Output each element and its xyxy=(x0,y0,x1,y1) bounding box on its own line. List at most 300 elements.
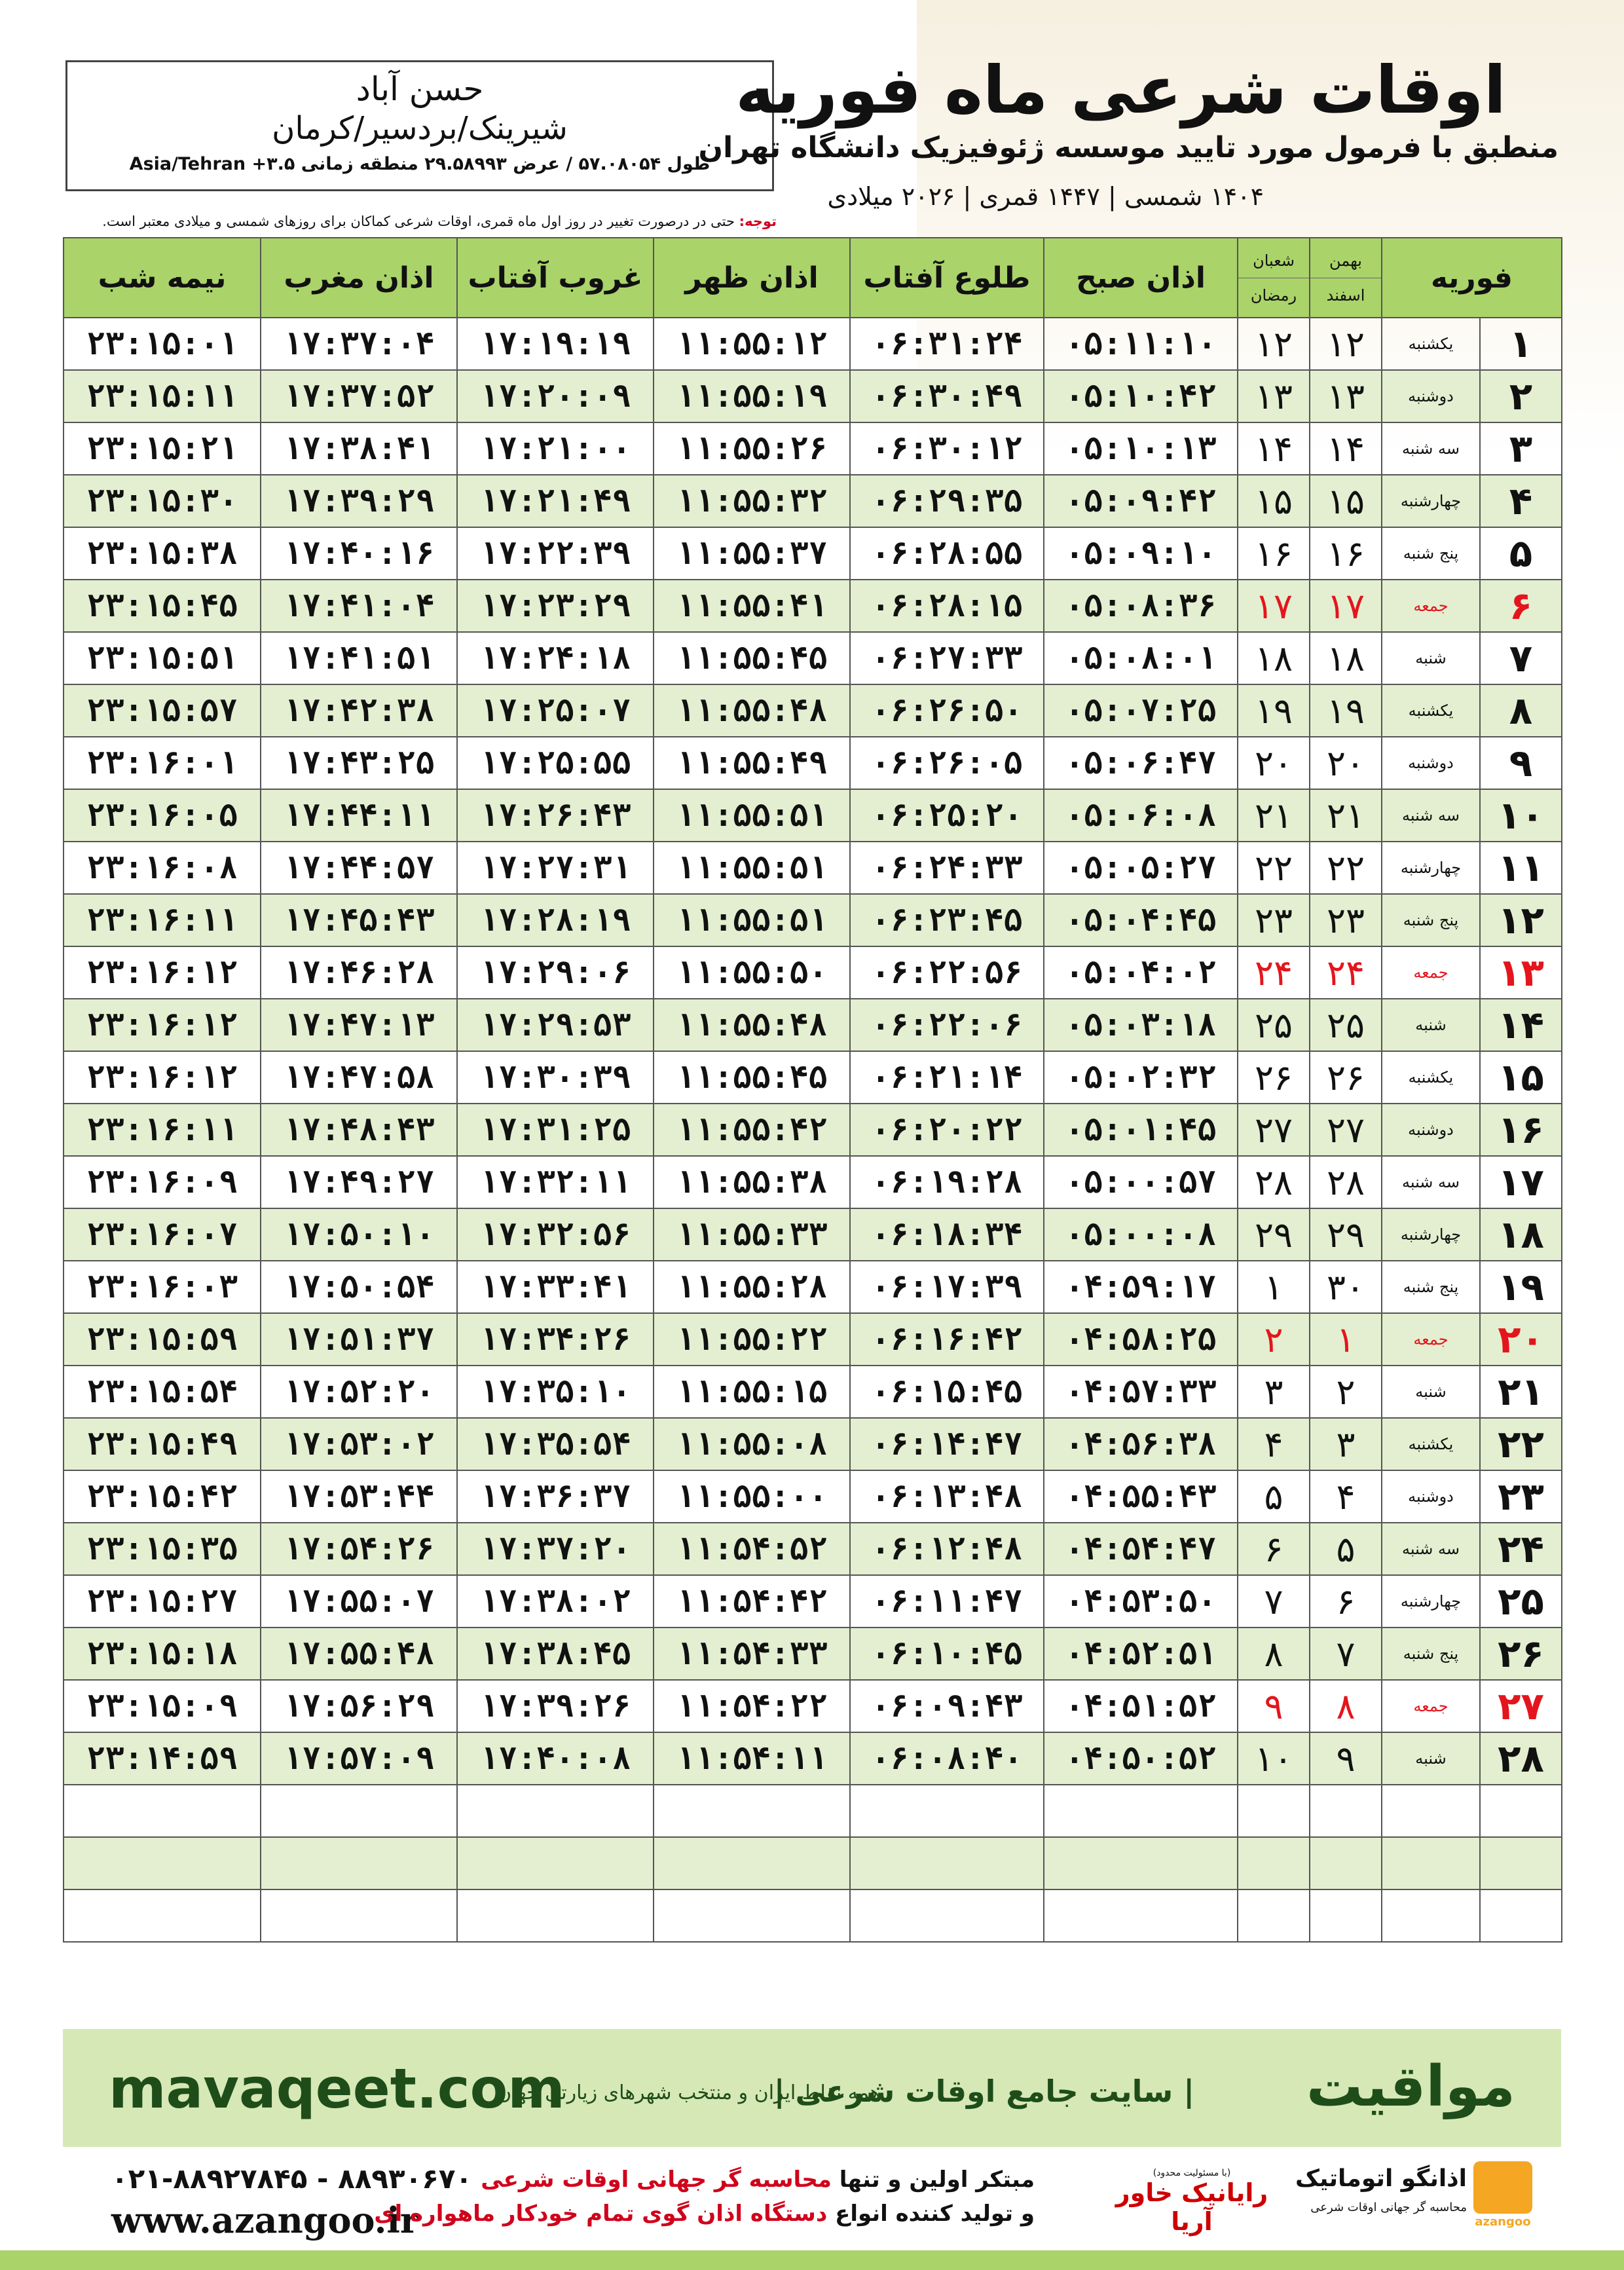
maghrib-time: ۱۷:۳۹:۲۹ xyxy=(261,475,457,527)
empty-cell xyxy=(1044,1785,1238,1837)
fajr-time: ۰۵:۰۸:۳۶ xyxy=(1044,580,1238,632)
phone-numbers: ۰۲۱-۸۸۹۲۷۸۴۵ - ۸۸۹۳۰۶۷۰ xyxy=(111,2163,473,2195)
shamsi-day: ۱۶ xyxy=(1310,527,1382,580)
hijri-day: ۱۸ xyxy=(1238,632,1310,684)
sunrise-time: ۰۶:۲۸:۱۵ xyxy=(850,580,1044,632)
empty-cell xyxy=(1480,1785,1562,1837)
sunset-time: ۱۷:۳۸:۰۲ xyxy=(457,1575,654,1628)
hijri-day: ۸ xyxy=(1238,1628,1310,1680)
note xyxy=(63,214,777,229)
promo-line2-b: دستگاه اذان گوی تمام خودکار ماهواره ای xyxy=(374,2201,828,2227)
dhuhr-time: ۱۱:۵۵:۱۲ xyxy=(654,318,850,370)
weekday: شنبه xyxy=(1382,1366,1480,1418)
shamsi-day: ۶ xyxy=(1310,1575,1382,1628)
sunrise-time: ۰۶:۱۲:۴۸ xyxy=(850,1523,1044,1575)
weekday: شنبه xyxy=(1382,632,1480,684)
weekday: یکشنبه xyxy=(1382,1051,1480,1104)
header-hijri xyxy=(1238,238,1310,318)
sunrise-time: ۰۶:۲۵:۲۰ xyxy=(850,789,1044,842)
maghrib-time: ۱۷:۴۳:۲۵ xyxy=(261,737,457,789)
fajr-time: ۰۴:۵۴:۴۷ xyxy=(1044,1523,1238,1575)
table-row xyxy=(64,1156,1562,1208)
dhuhr-time: ۱۱:۵۵:۳۸ xyxy=(654,1156,850,1208)
empty-cell xyxy=(261,1785,457,1837)
day-number: ۲ xyxy=(1480,370,1562,422)
shamsi-day: ۲۱ xyxy=(1310,789,1382,842)
rayanik-logo xyxy=(1113,2168,1270,2236)
fajr-time: ۰۵:۰۴:۰۲ xyxy=(1044,946,1238,999)
hijri-day: ۲۵ xyxy=(1238,999,1310,1051)
sunset-time: ۱۷:۳۶:۳۷ xyxy=(457,1470,654,1523)
empty-cell xyxy=(654,1837,850,1889)
midnight-time: ۲۳:۱۵:۰۹ xyxy=(64,1680,261,1732)
day-number: ۲۴ xyxy=(1480,1523,1562,1575)
dhuhr-time: ۱۱:۵۵:۴۸ xyxy=(654,684,850,737)
maghrib-time: ۱۷:۴۴:۱۱ xyxy=(261,789,457,842)
weekday: چهارشنبه xyxy=(1382,1575,1480,1628)
sunrise-time: ۰۶:۱۴:۴۷ xyxy=(850,1418,1044,1470)
table-row xyxy=(64,1261,1562,1313)
shamsi-day: ۲۹ xyxy=(1310,1208,1382,1261)
midnight-time: ۲۳:۱۶:۰۸ xyxy=(64,842,261,894)
fajr-time: ۰۵:۰۴:۴۵ xyxy=(1044,894,1238,946)
table-row xyxy=(64,632,1562,684)
city-name: حسن آباد xyxy=(356,70,484,108)
maghrib-time: ۱۷:۵۳:۴۴ xyxy=(261,1470,457,1523)
day-number: ۷ xyxy=(1480,632,1562,684)
maghrib-time: ۱۷:۵۶:۲۹ xyxy=(261,1680,457,1732)
dhuhr-time: ۱۱:۵۵:۴۹ xyxy=(654,737,850,789)
day-number: ۲۲ xyxy=(1480,1418,1562,1470)
maghrib-time: ۱۷:۵۰:۱۰ xyxy=(261,1208,457,1261)
maghrib-time: ۱۷:۴۷:۱۳ xyxy=(261,999,457,1051)
hijri-day: ۱۶ xyxy=(1238,527,1310,580)
weekday: جمعه xyxy=(1382,946,1480,999)
day-number: ۲۰ xyxy=(1480,1313,1562,1366)
dhuhr-time: ۱۱:۵۵:۲۸ xyxy=(654,1261,850,1313)
empty-cell xyxy=(1382,1889,1480,1942)
hijri-day: ۲۶ xyxy=(1238,1051,1310,1104)
fajr-time: ۰۴:۵۶:۳۸ xyxy=(1044,1418,1238,1470)
hijri-day: ۲۱ xyxy=(1238,789,1310,842)
maghrib-time: ۱۷:۳۷:۵۲ xyxy=(261,370,457,422)
sunset-time: ۱۷:۲۸:۱۹ xyxy=(457,894,654,946)
sunrise-time: ۰۶:۱۰:۴۵ xyxy=(850,1628,1044,1680)
shamsi-day: ۹ xyxy=(1310,1732,1382,1785)
header-shamsi-1: بهمن xyxy=(1310,244,1381,278)
azangoo-website[interactable]: www.azangoo.ir xyxy=(111,2199,419,2241)
maghrib-time: ۱۷:۴۵:۴۳ xyxy=(261,894,457,946)
table-row xyxy=(64,946,1562,999)
maghrib-time: ۱۷:۴۲:۳۸ xyxy=(261,684,457,737)
day-number: ۶ xyxy=(1480,580,1562,632)
day-number: ۱۷ xyxy=(1480,1156,1562,1208)
midnight-time: ۲۳:۱۵:۴۹ xyxy=(64,1418,261,1470)
empty-row xyxy=(64,1785,1562,1837)
azangoo-mark-text: azangoo xyxy=(1475,2215,1531,2229)
midnight-time: ۲۳:۱۶:۱۱ xyxy=(64,1104,261,1156)
coordinates: طول ۵۷.۰۸۰۵۴ / عرض ۲۹.۵۸۹۹۳ منطقه زمانی ۳.۵+ Asia/Tehran xyxy=(129,154,710,174)
dhuhr-time: ۱۱:۵۵:۴۸ xyxy=(654,999,850,1051)
maghrib-time: ۱۷:۵۵:۴۸ xyxy=(261,1628,457,1680)
empty-cell xyxy=(1044,1837,1238,1889)
table-row xyxy=(64,1051,1562,1104)
fajr-time: ۰۴:۵۳:۵۰ xyxy=(1044,1575,1238,1628)
table-row xyxy=(64,580,1562,632)
empty-cell xyxy=(64,1837,261,1889)
empty-cell xyxy=(1310,1785,1382,1837)
empty-cell xyxy=(1382,1785,1480,1837)
header-hijri-2: رمضان xyxy=(1250,286,1297,305)
hijri-day: ۲ xyxy=(1238,1313,1310,1366)
table-row xyxy=(64,1575,1562,1628)
table-row xyxy=(64,1313,1562,1366)
empty-cell xyxy=(850,1889,1044,1942)
sunset-time: ۱۷:۲۶:۴۳ xyxy=(457,789,654,842)
dhuhr-time: ۱۱:۵۴:۱۱ xyxy=(654,1732,850,1785)
day-number: ۱۸ xyxy=(1480,1208,1562,1261)
empty-cell xyxy=(850,1785,1044,1837)
weekday: دوشنبه xyxy=(1382,370,1480,422)
day-number: ۲۵ xyxy=(1480,1575,1562,1628)
hijri-day: ۲۷ xyxy=(1238,1104,1310,1156)
hijri-day: ۱۹ xyxy=(1238,684,1310,737)
promo-line2-a: و تولید کننده انواع xyxy=(827,2201,1035,2227)
fajr-time: ۰۵:۰۶:۴۷ xyxy=(1044,737,1238,789)
note-label: توجه: xyxy=(739,214,777,229)
hijri-day: ۱۴ xyxy=(1238,422,1310,475)
fajr-time: ۰۵:۰۰:۵۷ xyxy=(1044,1156,1238,1208)
dhuhr-time: ۱۱:۵۵:۳۷ xyxy=(654,527,850,580)
promo-line1-b: محاسبه گر جهانی اوقات شرعی xyxy=(481,2167,832,2193)
dhuhr-time: ۱۱:۵۵:۳۲ xyxy=(654,475,850,527)
midnight-time: ۲۳:۱۵:۵۱ xyxy=(64,632,261,684)
midnight-time: ۲۳:۱۶:۱۲ xyxy=(64,1051,261,1104)
weekday: جمعه xyxy=(1382,580,1480,632)
midnight-time: ۲۳:۱۵:۲۱ xyxy=(64,422,261,475)
shamsi-day: ۵ xyxy=(1310,1523,1382,1575)
sunset-time: ۱۷:۳۹:۲۶ xyxy=(457,1680,654,1732)
sunrise-time: ۰۶:۱۷:۳۹ xyxy=(850,1261,1044,1313)
sunset-time: ۱۷:۳۵:۵۴ xyxy=(457,1418,654,1470)
weekday: یکشنبه xyxy=(1382,1418,1480,1470)
day-number: ۹ xyxy=(1480,737,1562,789)
midnight-time: ۲۳:۱۵:۴۵ xyxy=(64,580,261,632)
sunset-time: ۱۷:۱۹:۱۹ xyxy=(457,318,654,370)
shamsi-day: ۸ xyxy=(1310,1680,1382,1732)
sunset-time: ۱۷:۳۸:۴۵ xyxy=(457,1628,654,1680)
weekday: چهارشنبه xyxy=(1382,1208,1480,1261)
midnight-time: ۲۳:۱۵:۳۵ xyxy=(64,1523,261,1575)
hijri-day: ۱ xyxy=(1238,1261,1310,1313)
maghrib-time: ۱۷:۴۱:۰۴ xyxy=(261,580,457,632)
sunrise-time: ۰۶:۱۱:۴۷ xyxy=(850,1575,1044,1628)
maghrib-time: ۱۷:۴۹:۲۷ xyxy=(261,1156,457,1208)
midnight-time: ۲۳:۱۵:۴۲ xyxy=(64,1470,261,1523)
table-row xyxy=(64,475,1562,527)
maghrib-time: ۱۷:۴۸:۴۳ xyxy=(261,1104,457,1156)
page-subtitle: منطبق با فرمول مورد تایید موسسه ژئوفیزیک دانشگاه تهران xyxy=(698,131,1559,164)
empty-row xyxy=(64,1889,1562,1942)
mavaqeet-banner xyxy=(63,2029,1561,2147)
sunset-time: ۱۷:۲۰:۰۹ xyxy=(457,370,654,422)
date-line: ۱۴۰۴ شمسی | ۱۴۴۷ قمری | ۲۰۲۶ میلادی xyxy=(827,182,1264,211)
weekday: سه شنبه xyxy=(1382,422,1480,475)
sunset-time: ۱۷:۲۳:۲۹ xyxy=(457,580,654,632)
sunset-time: ۱۷:۲۵:۵۵ xyxy=(457,737,654,789)
maghrib-time: ۱۷:۵۱:۳۷ xyxy=(261,1313,457,1366)
shamsi-day: ۲۳ xyxy=(1310,894,1382,946)
sunrise-time: ۰۶:۳۰:۱۲ xyxy=(850,422,1044,475)
sunrise-time: ۰۶:۱۹:۲۸ xyxy=(850,1156,1044,1208)
sunrise-time: ۰۶:۰۸:۴۰ xyxy=(850,1732,1044,1785)
sunrise-time: ۰۶:۰۹:۴۳ xyxy=(850,1680,1044,1732)
dhuhr-time: ۱۱:۵۵:۵۰ xyxy=(654,946,850,999)
dhuhr-time: ۱۱:۵۵:۴۱ xyxy=(654,580,850,632)
rayanik-name: رایانیک خاور آریا xyxy=(1115,2178,1268,2236)
day-number: ۲۸ xyxy=(1480,1732,1562,1785)
empty-cell xyxy=(1238,1889,1310,1942)
weekday: یکشنبه xyxy=(1382,318,1480,370)
shamsi-day: ۱۳ xyxy=(1310,370,1382,422)
fajr-time: ۰۴:۵۹:۱۷ xyxy=(1044,1261,1238,1313)
maghrib-time: ۱۷:۵۴:۲۶ xyxy=(261,1523,457,1575)
header-fajr: اذان صبح xyxy=(1044,238,1238,318)
midnight-time: ۲۳:۱۵:۵۹ xyxy=(64,1313,261,1366)
empty-cell xyxy=(1310,1889,1382,1942)
midnight-time: ۲۳:۱۵:۰۱ xyxy=(64,318,261,370)
hijri-day: ۱۳ xyxy=(1238,370,1310,422)
header-hijri-1: شعبان xyxy=(1238,244,1309,278)
day-number: ۱۴ xyxy=(1480,999,1562,1051)
header-sunset: غروب آفتاب xyxy=(457,238,654,318)
table-row xyxy=(64,1470,1562,1523)
table-row xyxy=(64,1680,1562,1732)
sunset-time: ۱۷:۲۴:۱۸ xyxy=(457,632,654,684)
fajr-time: ۰۴:۵۸:۲۵ xyxy=(1044,1313,1238,1366)
dhuhr-time: ۱۱:۵۴:۲۲ xyxy=(654,1680,850,1732)
empty-cell xyxy=(1310,1837,1382,1889)
sunrise-time: ۰۶:۲۰:۲۲ xyxy=(850,1104,1044,1156)
hijri-day: ۳ xyxy=(1238,1366,1310,1418)
weekday: شنبه xyxy=(1382,999,1480,1051)
banner-tagline: | سایت جامع اوقات شرعی | xyxy=(773,2074,1194,2109)
sunrise-time: ۰۶:۲۴:۳۳ xyxy=(850,842,1044,894)
dhuhr-time: ۱۱:۵۵:۴۲ xyxy=(654,1104,850,1156)
sunset-time: ۱۷:۲۱:۴۹ xyxy=(457,475,654,527)
fajr-time: ۰۴:۵۲:۵۱ xyxy=(1044,1628,1238,1680)
table-row xyxy=(64,684,1562,737)
empty-cell xyxy=(261,1889,457,1942)
hijri-day: ۲۴ xyxy=(1238,946,1310,999)
midnight-time: ۲۳:۱۵:۵۴ xyxy=(64,1366,261,1418)
table-row xyxy=(64,1418,1562,1470)
shamsi-day: ۳۰ xyxy=(1310,1261,1382,1313)
empty-cell xyxy=(457,1889,654,1942)
dhuhr-time: ۱۱:۵۵:۵۱ xyxy=(654,842,850,894)
fajr-time: ۰۴:۵۷:۳۳ xyxy=(1044,1366,1238,1418)
header-dhuhr: اذان ظهر xyxy=(654,238,850,318)
weekday: پنج شنبه xyxy=(1382,1261,1480,1313)
day-number: ۸ xyxy=(1480,684,1562,737)
sunrise-time: ۰۶:۲۲:۵۶ xyxy=(850,946,1044,999)
empty-cell xyxy=(1238,1785,1310,1837)
shamsi-day: ۱۹ xyxy=(1310,684,1382,737)
sunset-time: ۱۷:۲۲:۳۹ xyxy=(457,527,654,580)
fajr-time: ۰۵:۰۲:۳۲ xyxy=(1044,1051,1238,1104)
banner-url[interactable]: mavaqeet.com xyxy=(109,2056,565,2121)
hijri-day: ۲۳ xyxy=(1238,894,1310,946)
weekday: پنج شنبه xyxy=(1382,894,1480,946)
dhuhr-time: ۱۱:۵۵:۲۶ xyxy=(654,422,850,475)
header-month: فوریه xyxy=(1382,238,1562,318)
fajr-time: ۰۴:۵۵:۴۳ xyxy=(1044,1470,1238,1523)
hijri-day: ۵ xyxy=(1238,1470,1310,1523)
sunrise-time: ۰۶:۱۳:۴۸ xyxy=(850,1470,1044,1523)
hijri-day: ۱۲ xyxy=(1238,318,1310,370)
azangoo-logo xyxy=(1283,2161,1532,2233)
fajr-time: ۰۵:۰۰:۰۸ xyxy=(1044,1208,1238,1261)
fajr-time: ۰۵:۰۹:۱۰ xyxy=(1044,527,1238,580)
weekday: یکشنبه xyxy=(1382,684,1480,737)
sunrise-time: ۰۶:۲۸:۵۵ xyxy=(850,527,1044,580)
midnight-time: ۲۳:۱۶:۱۲ xyxy=(64,946,261,999)
day-number: ۱۶ xyxy=(1480,1104,1562,1156)
table-row xyxy=(64,1523,1562,1575)
dhuhr-time: ۱۱:۵۵:۴۵ xyxy=(654,632,850,684)
rayanik-tiny: (با مسئولیت محدود) xyxy=(1153,2168,1231,2178)
day-number: ۵ xyxy=(1480,527,1562,580)
prayer-times-table xyxy=(63,237,1561,1943)
day-number: ۱۹ xyxy=(1480,1261,1562,1313)
day-number: ۲۷ xyxy=(1480,1680,1562,1732)
empty-cell xyxy=(1044,1889,1238,1942)
table-row xyxy=(64,318,1562,370)
weekday: پنج شنبه xyxy=(1382,1628,1480,1680)
weekday: دوشنبه xyxy=(1382,1104,1480,1156)
maghrib-time: ۱۷:۳۷:۰۴ xyxy=(261,318,457,370)
midnight-time: ۲۳:۱۵:۱۸ xyxy=(64,1628,261,1680)
day-number: ۱۳ xyxy=(1480,946,1562,999)
hijri-day: ۱۰ xyxy=(1238,1732,1310,1785)
dhuhr-time: ۱۱:۵۵:۱۵ xyxy=(654,1366,850,1418)
dhuhr-time: ۱۱:۵۵:۳۳ xyxy=(654,1208,850,1261)
sunset-time: ۱۷:۳۲:۱۱ xyxy=(457,1156,654,1208)
fajr-time: ۰۵:۰۶:۰۸ xyxy=(1044,789,1238,842)
sunset-time: ۱۷:۳۷:۲۰ xyxy=(457,1523,654,1575)
location-box xyxy=(65,60,774,191)
empty-cell xyxy=(457,1785,654,1837)
dhuhr-time: ۱۱:۵۴:۵۲ xyxy=(654,1523,850,1575)
azangoo-tagline: محاسبه گر جهانی اوقات شرعی xyxy=(1310,2201,1467,2214)
midnight-time: ۲۳:۱۶:۰۳ xyxy=(64,1261,261,1313)
shamsi-day: ۲۴ xyxy=(1310,946,1382,999)
day-number: ۱۱ xyxy=(1480,842,1562,894)
sunset-time: ۱۷:۲۷:۳۱ xyxy=(457,842,654,894)
maghrib-time: ۱۷:۵۷:۰۹ xyxy=(261,1732,457,1785)
shamsi-day: ۱۴ xyxy=(1310,422,1382,475)
maghrib-time: ۱۷:۴۷:۵۸ xyxy=(261,1051,457,1104)
empty-cell xyxy=(1480,1889,1562,1942)
maghrib-time: ۱۷:۴۶:۲۸ xyxy=(261,946,457,999)
maghrib-time: ۱۷:۵۳:۰۲ xyxy=(261,1418,457,1470)
empty-cell xyxy=(654,1785,850,1837)
day-number: ۲۶ xyxy=(1480,1628,1562,1680)
midnight-time: ۲۳:۱۶:۱۱ xyxy=(64,894,261,946)
shamsi-day: ۲۸ xyxy=(1310,1156,1382,1208)
midnight-time: ۲۳:۱۵:۳۰ xyxy=(64,475,261,527)
azangoo-name: اذانگو اتوماتیک xyxy=(1295,2165,1467,2192)
midnight-time: ۲۳:۱۵:۱۱ xyxy=(64,370,261,422)
hijri-day: ۱۵ xyxy=(1238,475,1310,527)
empty-cell xyxy=(1238,1837,1310,1889)
shamsi-day: ۲ xyxy=(1310,1366,1382,1418)
sunset-time: ۱۷:۳۱:۲۵ xyxy=(457,1104,654,1156)
weekday: دوشنبه xyxy=(1382,1470,1480,1523)
maghrib-time: ۱۷:۴۱:۵۱ xyxy=(261,632,457,684)
fajr-time: ۰۵:۰۹:۴۲ xyxy=(1044,475,1238,527)
fajr-time: ۰۵:۱۱:۱۰ xyxy=(1044,318,1238,370)
page-title: اوقات شرعی ماه فوریه xyxy=(735,52,1506,128)
hijri-day: ۲۰ xyxy=(1238,737,1310,789)
midnight-time: ۲۳:۱۶:۰۱ xyxy=(64,737,261,789)
weekday: پنج شنبه xyxy=(1382,527,1480,580)
shamsi-day: ۲۷ xyxy=(1310,1104,1382,1156)
maghrib-time: ۱۷:۵۵:۰۷ xyxy=(261,1575,457,1628)
hijri-day: ۷ xyxy=(1238,1575,1310,1628)
shamsi-day: ۲۲ xyxy=(1310,842,1382,894)
midnight-time: ۲۳:۱۵:۳۸ xyxy=(64,527,261,580)
shamsi-day: ۷ xyxy=(1310,1628,1382,1680)
weekday: جمعه xyxy=(1382,1313,1480,1366)
maghrib-time: ۱۷:۳۸:۴۱ xyxy=(261,422,457,475)
fajr-time: ۰۵:۱۰:۴۲ xyxy=(1044,370,1238,422)
day-number: ۲۳ xyxy=(1480,1470,1562,1523)
shamsi-day: ۱ xyxy=(1310,1313,1382,1366)
weekday: سه شنبه xyxy=(1382,1156,1480,1208)
weekday: شنبه xyxy=(1382,1732,1480,1785)
sunrise-time: ۰۶:۲۳:۴۵ xyxy=(850,894,1044,946)
header-shamsi-2: اسفند xyxy=(1326,286,1365,305)
maghrib-time: ۱۷:۵۲:۲۰ xyxy=(261,1366,457,1418)
hijri-day: ۲۹ xyxy=(1238,1208,1310,1261)
dhuhr-time: ۱۱:۵۵:۰۸ xyxy=(654,1418,850,1470)
dhuhr-time: ۱۱:۵۵:۴۵ xyxy=(654,1051,850,1104)
shamsi-day: ۱۵ xyxy=(1310,475,1382,527)
hijri-day: ۱۷ xyxy=(1238,580,1310,632)
weekday: دوشنبه xyxy=(1382,737,1480,789)
midnight-time: ۲۳:۱۵:۲۷ xyxy=(64,1575,261,1628)
table-row xyxy=(64,370,1562,422)
sunrise-time: ۰۶:۱۸:۳۴ xyxy=(850,1208,1044,1261)
sunrise-time: ۰۶:۲۷:۳۳ xyxy=(850,632,1044,684)
table-row xyxy=(64,789,1562,842)
sunrise-time: ۰۶:۱۶:۴۲ xyxy=(850,1313,1044,1366)
table-row xyxy=(64,1366,1562,1418)
dhuhr-time: ۱۱:۵۴:۴۲ xyxy=(654,1575,850,1628)
sunrise-time: ۰۶:۳۰:۴۹ xyxy=(850,370,1044,422)
midnight-time: ۲۳:۱۴:۵۹ xyxy=(64,1732,261,1785)
header-maghrib: اذان مغرب xyxy=(261,238,457,318)
sunset-time: ۱۷:۳۳:۴۱ xyxy=(457,1261,654,1313)
sunset-time: ۱۷:۲۵:۰۷ xyxy=(457,684,654,737)
table-row xyxy=(64,1104,1562,1156)
dhuhr-time: ۱۱:۵۵:۰۰ xyxy=(654,1470,850,1523)
empty-cell xyxy=(457,1837,654,1889)
promo-line1-a: مبتکر اولین و تنها xyxy=(831,2167,1035,2193)
sunrise-time: ۰۶:۲۶:۵۰ xyxy=(850,684,1044,737)
table-row xyxy=(64,999,1562,1051)
